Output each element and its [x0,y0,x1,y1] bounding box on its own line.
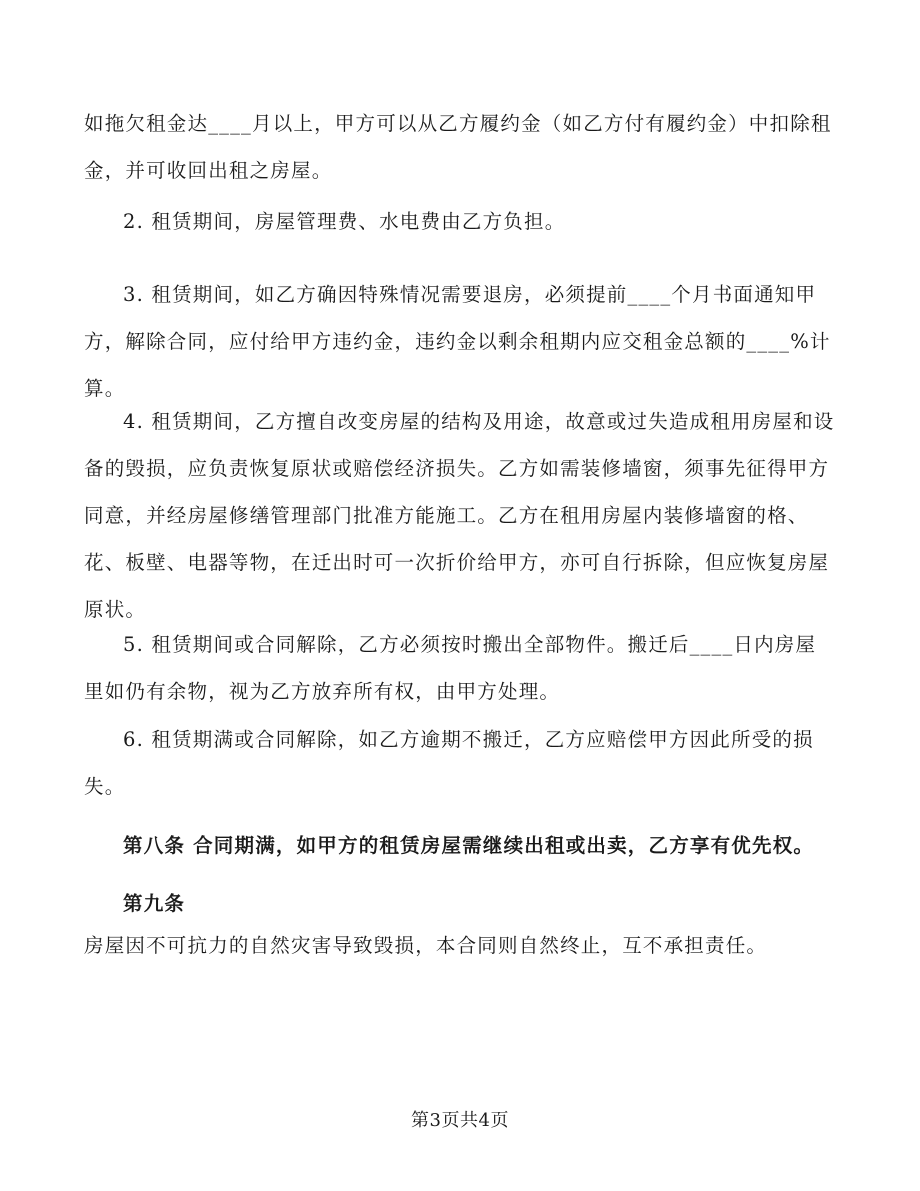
paragraph-clause-3: 3. 租赁期间，如乙方确因特殊情况需要退房，必须提前____个月书面通知甲方，解除合同，应付给甲方违约金，违约金以剩余租期内应交租金总额的____%计算。 [84,283,831,400]
paragraph-clause-2: 2. 租赁期间，房屋管理费、水电费由乙方负担。 [123,210,566,233]
paragraph-rent-arrears: 如拖欠租金达____月以上，甲方可以从乙方履约金（如乙方付有履约金）中扣除租金，并可收回出租之房屋。 [84,112,832,182]
page-number-footer: 第3页共4页 [411,1110,509,1131]
article-8-heading: 第八条 合同期满，如甲方的租赁房屋需继续出租或出卖，乙方享有优先权。 [123,834,815,857]
paragraph-clause-5: 5. 租赁期间或合同解除，乙方必须按时搬出全部物件。搬迁后____日内房屋里如仍有余物，视为乙方放弃所有权，由甲方处理。 [84,633,817,703]
article-9-heading: 第九条 [123,892,186,915]
paragraph-clause-6: 6. 租赁期满或合同解除，如乙方逾期不搬迁，乙方应赔偿甲方因此所受的损失。 [84,728,814,798]
paragraph-clause-4: 4. 租赁期间，乙方擅自改变房屋的结构及用途，故意或过失造成租用房屋和设备的毁损，应负责恢复原状或赔偿经济损失。乙方如需装修墙窗，须事先征得甲方同意，并经房屋修缮管理部门批准方能施工。乙方在租用房屋内装修墙窗的格、花、板壁、电器等物，在迁出时可一次折价给甲方，亦可自行拆除，但应恢复房屋原状。 [84,410,835,621]
article-9-body: 房屋因不可抗力的自然灾害导致毁损，本合同则自然终止，互不承担责任。 [84,934,768,957]
